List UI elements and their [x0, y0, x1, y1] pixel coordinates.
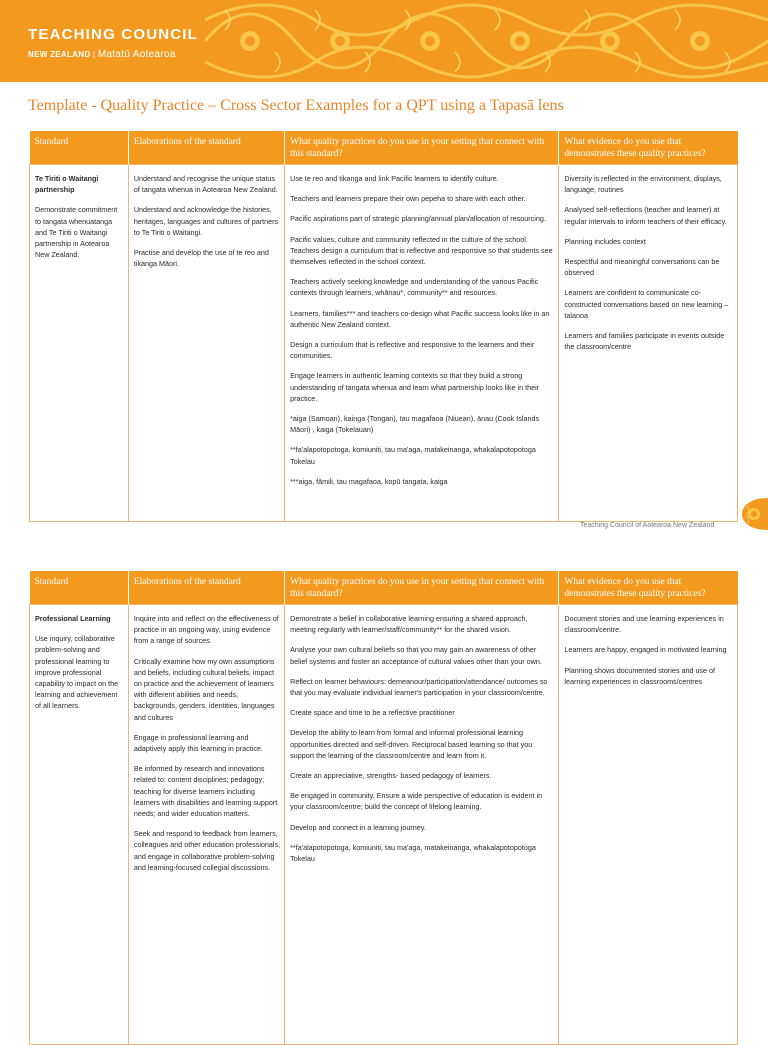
header-banner [0, 0, 768, 82]
practice-item: Demonstrate a belief in collaborative learning ensuring a shared approach, meeting regularly with learner/staff/community** for the shared vision. [290, 614, 528, 635]
elaboration-item: Engage in professional learning and adaptively apply this learning in practice. [133, 732, 263, 754]
evidence-item: Document stories and use learning experiences in classroom/centre. [564, 614, 724, 635]
elaboration-item: Understand and recognise the unique status of tangata whenua in Aotearoa New Zealand. [133, 174, 278, 195]
practice-item: Teachers and learners prepare their own pepeha to share with each other. [290, 194, 526, 204]
column-header-evidence: What evidence do you use that demonstrates these quality practices? [559, 131, 738, 165]
practice-item: Teachers actively seeking knowledge and understanding of the various Pacific contexts through learners, whānau*, community** and resources. [290, 277, 539, 298]
evidence-cell [559, 165, 738, 522]
table-header-row [30, 571, 738, 605]
koru-ornament-icon [738, 496, 768, 532]
elaboration-item: Seek and respond to feedback from learners, colleagues and other education professionals, and engage in collaborative problem-solving and learning-focused collegial discussions. [133, 829, 281, 872]
practice-item: Pacific values, culture and community reflected in the culture of the school. Teachers design a curriculum that is reflective and responsive so that students see themselves reflected in the school context. [290, 234, 553, 267]
practice-item: Analyse your own cultural beliefs so that you may gain an awareness of other belief systems and foster an acceptance of cultural values other than your own. [290, 645, 542, 666]
elaboration-item: Practise and develop the use of te reo and tikanga Māori. [133, 248, 269, 269]
evidence-item: Planning shows documented stories and use of learning experiences in classrooms/centres [564, 665, 716, 686]
page-title: Template - Quality Practice – Cross Sector Examples for a QPT using a Tapasā lens [28, 97, 564, 114]
evidence-item: Learners are happy, engaged in motivated learning [564, 645, 727, 655]
practice-item: Pacific aspirations part of strategic planning/annual plan/allocation of resourcing. [290, 214, 546, 224]
elaborations-cell [128, 605, 284, 1045]
qpt-table-professional-learning [29, 571, 738, 1045]
column-header-practices: What quality practices do you use in your setting that connect with this standard? [285, 571, 559, 605]
standard-cell [30, 165, 129, 522]
koru-pattern-icon [205, 0, 768, 82]
column-header-practices: What quality practices do you use in your setting that connect with this standard? [285, 131, 559, 165]
footer-text: Teaching Council of Aotearoa New Zealand [580, 522, 715, 529]
org-subtitle [28, 49, 176, 60]
standard-description: Demonstrate commitment to tangata whenuatanga and Te Tiriti o Waitangi partnership in Aotearoa New Zealand. [35, 205, 118, 260]
footnote-item: *aiga (Samoan), kainga (Tongan), tau magafaoa (Niuean), ānau (Cook Islands Māori) , kaiga (Tokelauan) [290, 414, 540, 435]
elaboration-item: Inquire into and reflect on the effectiveness of practice in an ongoing way, using evidence from a range of sources. [133, 614, 279, 646]
standard-name: Professional Learning [35, 614, 111, 623]
practices-cell [285, 165, 559, 522]
elaboration-item: Be informed by research and innovations related to: content disciplines; pedagogy; teaching for diverse learners including learners with disabilities and learning support needs; and wider education matters. [133, 764, 278, 819]
evidence-item: Analysed self-reflections (teacher and learner) at regular intervals to inform teachers of their efficacy. [564, 205, 727, 226]
practice-item: Be engaged in community. Ensure a wide perspective of education is evident in your classroom/centre; build the concept of lifelong learning. [290, 791, 543, 812]
practice-item: Reflect on learner behaviours: demeanour/participation/attendance/ outcomes so that you may evaluate individual learner's participation in your classroom/centre. [290, 676, 548, 698]
footnote-item: ***aiga, fāmili, tau magafaoa, kopū tangata, kaiga [290, 476, 448, 486]
elaboration-item: Critically examine how my own assumptions and beliefs, including cultural beliefs, impact on practice and the achievement of learners with different abilities and needs, backgrounds, genders, identities, languages and cultures [133, 656, 275, 722]
practices-cell [285, 605, 559, 1045]
column-header-standard: Standard [30, 571, 129, 605]
column-header-elaborations: Elaborations of the standard [128, 571, 284, 605]
table-row [30, 165, 738, 522]
practice-item: Develop the ability to learn from formal and informal professional learning opportunities directed and self-driven. Reciprocal based learning so that you support the learning of the classroom/centre and learn from it. [290, 728, 533, 760]
elaboration-item: Understand and acknowledge the histories, heritages, languages and cultures of partners to Te Tiriti o Waitangi. [133, 205, 279, 237]
standard-cell [30, 605, 129, 1045]
practice-item: Use te reo and tikanga and link Pacific learners to identify culture. [290, 174, 499, 183]
evidence-item: Diversity is reflected in the environment, displays, language, routines [564, 174, 722, 195]
practice-item: Design a curriculum that is reflective and responsive to the learners and their communities. [290, 340, 535, 361]
elaborations-cell [128, 165, 284, 522]
table-header-row [30, 131, 738, 165]
practice-item: Create an appreciative, strengths- based pedagogy of learners. [290, 771, 492, 781]
footnote-item: **fa'alapotopotoga, komiuniti, tau ma'aga, matakeinanga, whakalapotopotoga Tokelau [290, 842, 536, 864]
practice-item: Engage learners in authentic learning contexts so that they build a strong understanding of tangata whenua and learn what partnership looks like in their practice. [290, 371, 540, 403]
practice-item: Learners, families*** and teachers co-design what Pacific success looks like in an authentic New Zealand context. [290, 308, 550, 329]
evidence-item: Learners are confident to communicate co-constructed conversations based on new learning – talanoa [564, 288, 729, 320]
column-header-standard: Standard [30, 131, 129, 165]
separator: | [92, 50, 96, 59]
evidence-item: Planning includes context [564, 236, 646, 246]
column-header-evidence: What evidence do you use that demonstrates these quality practices? [559, 571, 738, 605]
standard-description: Use inquiry, collaborative problem-solving and professional learning to improve professional capability to impact on the learning and achievement of all learners. [35, 634, 119, 711]
evidence-cell [559, 605, 738, 1045]
evidence-item: Learners and families participate in events outside the classroom/centre [564, 331, 725, 352]
maori-name: Matatū Aotearoa [97, 49, 176, 60]
evidence-item: Respectful and meaningful conversations can be observed [564, 257, 720, 278]
footnote-item: **fa'alapotopotoga, komiuniti, tau ma'aga, matakeinanga, whakalapotopotoga Tokelau [290, 445, 536, 466]
column-header-elaborations: Elaborations of the standard [128, 131, 284, 165]
standard-name: Te Tiriti o Waitangi partnership [35, 174, 99, 195]
qpt-table-tiriti [29, 131, 738, 522]
practice-item: Create space and time to be a reflective practitioner [290, 708, 455, 718]
org-name: TEACHING COUNCIL [28, 26, 199, 43]
table-row [30, 605, 738, 1045]
practice-item: Develop and connect in a learning journey. [290, 822, 426, 832]
country-label: NEW ZEALAND [28, 50, 91, 59]
